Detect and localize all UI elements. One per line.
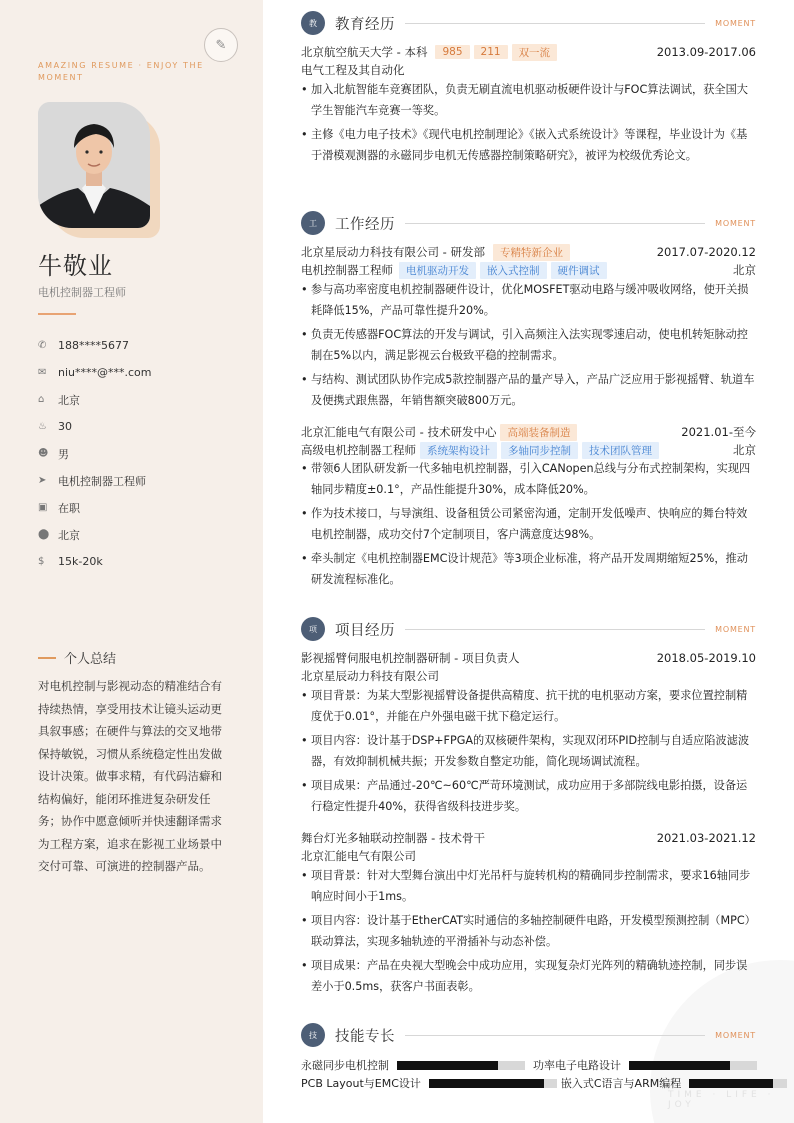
project-company-row	[301, 846, 756, 866]
role-tag: 嵌入式控制	[480, 262, 547, 279]
list-item: • 加入北航智能车竞赛团队，负责无刷直流电机驱动板硬件设计与FOC算法调试，获全国大学生智能汽车竞赛一等奖。	[301, 80, 756, 121]
info-location: ⬤ 北京	[38, 528, 80, 542]
skill-row	[301, 1074, 794, 1092]
company-name: 北京星辰动力科技有限公司 - 研发部	[301, 245, 485, 259]
project-name: 影视摇臂伺服电机控制器研制 - 项目负责人	[301, 651, 520, 665]
briefcase-icon: ▣	[38, 502, 48, 513]
section-title: 教育经历	[335, 16, 395, 33]
section-skills	[301, 1023, 756, 1047]
phone-icon: ✆	[38, 340, 47, 351]
company-name: 北京汇能电气有限公司 - 技术研发中心	[301, 425, 497, 439]
list-item: • 项目背景：针对大型舞台演出中灯光吊杆与旋转机构的精确同步控制需求，要求16轴同步响应时间小于1ms。	[301, 866, 756, 907]
skill-row	[301, 1056, 794, 1074]
skill-name: PCB Layout与EMC设计	[301, 1077, 421, 1090]
project-company-row	[301, 666, 756, 686]
work-role-row	[301, 260, 756, 280]
work-city: 北京	[733, 443, 756, 457]
info-age: ♨ 30	[38, 420, 72, 433]
section-title: 技能专长	[335, 1028, 395, 1045]
work-bullets	[301, 459, 756, 594]
company-tag: 高端装备制造	[500, 424, 577, 441]
education-header	[301, 42, 756, 62]
decor-watermark: TIME · LIFE · JOY	[668, 1090, 775, 1110]
skill-bar	[429, 1079, 557, 1088]
list-item: • 项目成果：产品在央视大型晚会中成功应用，实现复杂灯光阵列的精确轨迹控制，同步误差小于0.5ms，获客户书面表彰。	[301, 956, 756, 997]
list-item: • 与结构、测试团队协作完成5款控制器产品的量产导入，产品广泛应用于影视摇臂、轨道车及便携式跟焦器，年销售额突破800万元。	[301, 370, 756, 411]
project-company: 北京星辰动力科技有限公司	[301, 669, 439, 683]
summary-text: 对电机控制与影视动态的精准结合有持续热情，享受用技术让镜头运动更具叙事感；在硬件与算法的交叉地带保持敏锐，习惯从系统稳定性出发做设计决策。做事求精，有代码洁癖和结构偏好，能闭环推进复杂研发任务；协作中愿意倾听并快速翻译需求为工程方案，追求在影视工业场景中交付可靠、可演进的控制器产品。	[38, 679, 222, 873]
list-item: • 项目成果：产品通过-20℃~60℃严苛环境测试，成功应用于多部院线电影拍摄，设备运行稳定性提升40%，获得省级科技进步奖。	[301, 776, 756, 817]
salary-icon: $	[38, 556, 45, 567]
section-tag: MOMENT	[715, 1030, 756, 1040]
list-item: • 主修《电力电子技术》《现代电机控制理论》《嵌入式系统设计》等课程，毕业设计为《基于滑模观测器的永磁同步电机无传感器控制策略研究》，被评为校级优秀论文。	[301, 125, 756, 166]
section-badge: 项	[301, 617, 325, 641]
cake-icon: ♨	[38, 421, 47, 432]
work-header	[301, 422, 756, 442]
school-name: 北京航空航天大学 - 本科	[301, 45, 428, 59]
info-status: ▣ 在职	[38, 501, 80, 515]
info-target-role: ➤ 电机控制器工程师	[38, 474, 146, 488]
info-hometown: ⌂ 北京	[38, 393, 80, 407]
work-header	[301, 242, 756, 262]
home-icon: ⌂	[38, 394, 45, 405]
skill-bar	[629, 1061, 757, 1070]
education-date: 2013.09-2017.06	[656, 45, 756, 59]
tagline: AMAZING RESUME · ENJOY THE MOMENT	[38, 61, 204, 82]
sidebar	[0, 0, 263, 1123]
role-tag: 电机驱动开发	[399, 262, 476, 279]
section-badge: 工	[301, 211, 325, 235]
section-badge: 技	[301, 1023, 325, 1047]
education-bullets	[301, 80, 756, 170]
list-item: • 负责无传感器FOC算法的开发与调试，引入高频注入法实现零速启动，使电机转矩脉动控制在5%以内，满足影视云台极致平稳的控制需求。	[301, 325, 756, 366]
role-tag: 多轴同步控制	[501, 442, 578, 459]
info-salary: $ 15k-20k	[38, 555, 103, 568]
list-item: • 作为技术接口，与导演组、设备租赁公司紧密沟通，定制开发低噪声、快响应的舞台特效电机控制器，成功交付7个定制项目，客户满意度达98%。	[301, 504, 756, 545]
list-item: • 项目内容：设计基于DSP+FPGA的双核硬件架构，实现双闭环PID控制与自适应陷波滤波器，有效抑制机械共振；开发参数自整定功能，简化现场调试流程。	[301, 731, 756, 772]
info-gender: ☻ 男	[38, 447, 69, 461]
work-bullets	[301, 280, 756, 415]
skill-name: 永磁同步电机控制	[301, 1059, 389, 1072]
info-phone: ✆ 188****5677	[38, 339, 129, 352]
project-header	[301, 828, 756, 848]
skill-name: 功率电子电路设计	[533, 1059, 621, 1072]
decor-leaf-icon: ✎	[204, 28, 238, 62]
work-date: 2021.01-至今	[681, 425, 756, 439]
section-education	[301, 11, 756, 35]
role: 高级电机控制器工程师	[301, 443, 416, 457]
work-city: 北京	[733, 263, 756, 277]
skills-list	[301, 1056, 794, 1092]
project-company: 北京汇能电气有限公司	[301, 849, 416, 863]
gender-icon: ☻	[38, 448, 49, 459]
avatar	[38, 102, 150, 228]
title-divider	[38, 313, 76, 315]
project-bullets	[301, 866, 756, 1001]
avatar-portrait-icon	[38, 102, 150, 228]
school-tag: 985	[435, 45, 469, 59]
role: 电机控制器工程师	[301, 263, 393, 277]
section-tag: MOMENT	[715, 218, 756, 228]
section-title: 项目经历	[335, 622, 395, 639]
contact-info	[38, 332, 238, 575]
summary-heading: 个人总结	[38, 648, 116, 667]
skill-name: 嵌入式C语言与ARM编程	[560, 1077, 682, 1090]
list-item: • 项目背景：为某大型影视摇臂设备提供高精度、抗干扰的电机驱动方案，要求位置控制精度优于0.01°，并能在户外强电磁干扰下稳定运行。	[301, 686, 756, 727]
section-tag: MOMENT	[715, 624, 756, 634]
location-icon: ⬤	[38, 529, 50, 540]
major: 电气工程及其自动化	[301, 63, 405, 77]
candidate-title: 电机控制器工程师	[38, 286, 126, 299]
mail-icon: ✉	[38, 367, 47, 378]
work-date: 2017.07-2020.12	[656, 245, 756, 259]
list-item: • 牵头制定《电机控制器EMC设计规范》等3项企业标准，将产品开发周期缩短25%，推动研发流程标准化。	[301, 549, 756, 590]
project-date: 2018.05-2019.10	[656, 651, 756, 665]
company-tag: 专精特新企业	[493, 244, 570, 261]
role-tag: 硬件调试	[551, 262, 607, 279]
education-major-row	[301, 60, 756, 80]
school-tag: 211	[474, 45, 508, 59]
section-badge: 教	[301, 11, 325, 35]
project-bullets	[301, 686, 756, 821]
list-item: • 带领6人团队研发新一代多轴电机控制器，引入CANopen总线与分布式控制架构，实现四轴同步精度±0.1°，产品性能提升30%，成本降低20%。	[301, 459, 756, 500]
info-email: ✉ niu****@***.com	[38, 366, 152, 379]
section-work	[301, 211, 756, 235]
school-tag: 双一流	[512, 44, 558, 61]
candidate-name: 牛敬业	[38, 252, 113, 280]
project-date: 2021.03-2021.12	[656, 831, 756, 845]
section-tag: MOMENT	[715, 18, 756, 28]
list-item: • 项目内容：设计基于EtherCAT实时通信的多轴控制硬件电路，开发模型预测控制（MPC）联动算法，实现多轴轨迹的平滑插补与动态补偿。	[301, 911, 756, 952]
role-tag: 系统架构设计	[420, 442, 497, 459]
section-title: 工作经历	[335, 216, 395, 233]
work-role-row	[301, 440, 756, 460]
project-name: 舞台灯光多轴联动控制器 - 技术骨干	[301, 831, 485, 845]
section-projects	[301, 617, 756, 641]
list-item: • 参与高功率密度电机控制器硬件设计，优化MOSFET驱动电路与缓冲吸收网络，使开关损耗降低15%，产品可靠性提升20%。	[301, 280, 756, 321]
project-header	[301, 648, 756, 668]
send-icon: ➤	[38, 475, 47, 486]
skill-bar	[689, 1079, 787, 1088]
skill-bar	[397, 1061, 525, 1070]
role-tag: 技术团队管理	[582, 442, 659, 459]
